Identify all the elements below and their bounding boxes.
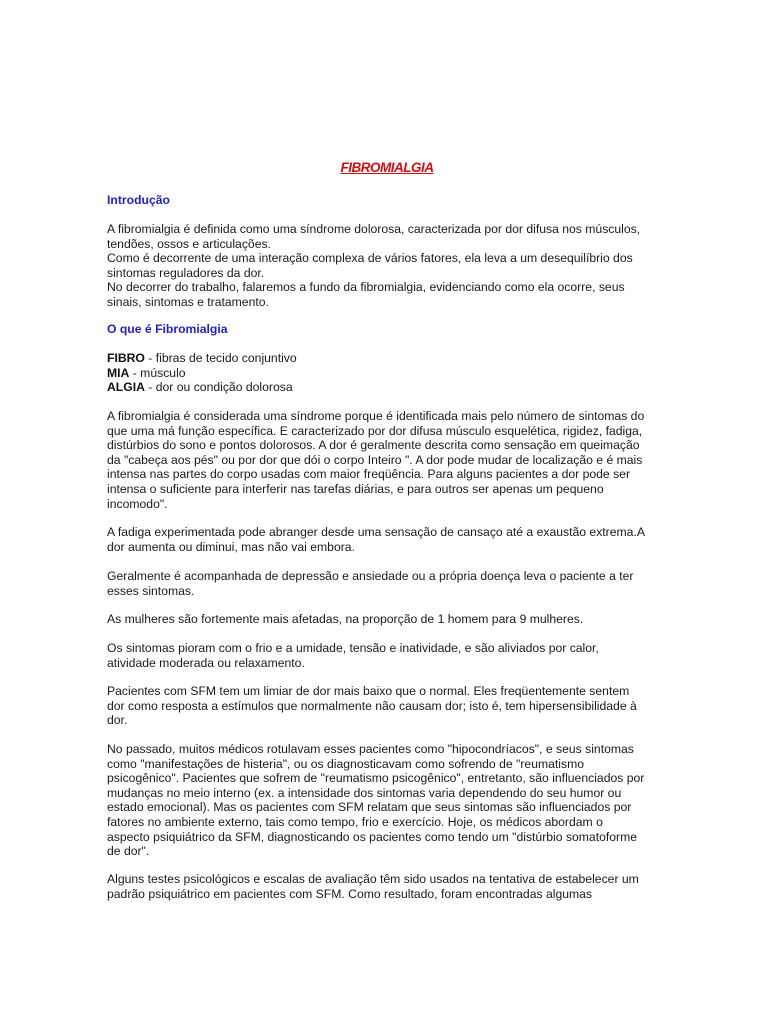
body-paragraph (107, 525, 667, 554)
text-line: atividade moderada ou relaxamento. (107, 655, 305, 670)
text-line: As mulheres são fortemente mais afetadas, na proporção de 1 homem para 9 mulheres. (107, 612, 584, 626)
text-line: dor como resposta a estímulos que normalmente não causam dor; isto é, tem hipersensibilidade à (107, 698, 637, 713)
text-line: fatores no ambiente externo, tais como tempo, frio e exercício. Hoje, os médicos abordam o (107, 814, 603, 829)
text-line: dor. (107, 713, 128, 728)
definition-text: - músculo (129, 365, 186, 380)
definition-item (107, 380, 667, 395)
definition-text: - fibras de tecido conjuntivo (144, 351, 297, 365)
text-line: estado emocional). Mas os pacientes com SFM relatam que seus sintomas são influenciados por (107, 800, 632, 815)
section-heading-o-que-e: O que é Fibromialgia (107, 322, 228, 336)
text-line: No decorrer do trabalho, falaremos a fundo da fibromialgia, evidenciando como ela ocorre, seus (107, 280, 625, 295)
text-line: sintomas reguladores da dor. (107, 265, 265, 280)
text-line: intensa nas partes do corpo usadas com maior freqüência. Para alguns pacientes a dor pode ser (107, 467, 631, 482)
text-line: Alguns testes psicológicos e escalas de avaliação têm sido usados na tentativa de estabelecer um (107, 872, 639, 886)
definition-list (107, 351, 667, 395)
text-line: Como é decorrente de uma interação complexa de vários fatores, ela leva a um desequilíbrio dos (107, 251, 633, 266)
text-line: sinais, sintomas e tratamento. (107, 294, 269, 309)
body-paragraph (107, 742, 667, 859)
text-line: aspecto psiquiátrico da SFM, diagnosticando os pacientes como tendo um "distúrbio somatoforme (107, 829, 638, 844)
text-line: intensa o suficiente para interferir nas tarefas diárias, e para outros ser apenas um pequeno (107, 481, 604, 496)
definition-text: - dor ou condição dolorosa (144, 380, 293, 395)
text-line: padrão psiquiátrico em pacientes com SFM. Como resultado, foram encontradas algumas (107, 886, 593, 901)
text-line: A fadiga experimentada pode abranger desde uma sensação de cansaço até a exaustão extrema.A (107, 525, 645, 539)
body-paragraph (107, 569, 667, 598)
body-paragraph (107, 641, 667, 670)
body-paragraph (107, 872, 667, 901)
definition-term: ALGIA (107, 380, 145, 395)
definition-term: FIBRO (107, 351, 145, 365)
text-line: de dor". (107, 844, 150, 859)
body-paragraph (107, 684, 667, 728)
body-paragraph (107, 612, 667, 627)
text-line: No passado, muitos médicos rotulavam esses pacientes como "hipocondríacos", e seus sintomas (107, 742, 634, 756)
text-line: dor aumenta ou diminui, mas não vai embora. (107, 539, 355, 554)
document-title: FIBROMIALGIA (340, 160, 434, 175)
text-line: A fibromialgia é definida como uma síndrome dolorosa, caracterizada por dor difusa nos músculos, (107, 222, 641, 236)
text-line: A fibromialgia é considerada uma síndrome porque é identificada mais pelo número de sintomas do (107, 409, 645, 423)
text-line: da "cabeça aos pés" ou por dor que dói o corpo Inteiro ". A dor pode mudar de localização e é mais (107, 452, 643, 467)
text-line: tendões, ossos e articulações. (107, 236, 271, 251)
definition-term: MIA (107, 365, 130, 380)
text-line: incomodo". (107, 496, 168, 511)
intro-paragraph (107, 222, 667, 310)
text-line: esses sintomas. (107, 583, 195, 598)
definition-item (107, 366, 667, 381)
text-line: distúrbios do sono e pontos dolorosos. A dor é geralmente descrita como sensação em queimação (107, 438, 640, 453)
section-heading-introducao: Introdução (107, 193, 170, 207)
text-line: Pacientes com SFM tem um limiar de dor mais baixo que o normal. Eles freqüentemente sentem (107, 684, 630, 698)
text-line: mudanças no meio interno (ex. a intensidade dos sintomas varia dependendo do seu humor ou (107, 785, 622, 800)
text-line: como "manifestações de histeria", ou os diagnosticavam como sofrendo de "reumatismo (107, 756, 585, 771)
definition-item (107, 351, 667, 366)
text-line: Os sintomas pioram com o frio e a umidade, tensão e inatividade, e são aliviados por calor, (107, 641, 599, 655)
text-line: psicogênico". Pacientes que sofrem de "reumatismo psicogênico", entretanto, são influenciados por (107, 771, 645, 786)
text-line: Geralmente é acompanhada de depressão e ansiedade ou a própria doença leva o paciente a ter (107, 569, 634, 583)
body-paragraph (107, 409, 667, 511)
text-line: que uma má função específica. E caracterizado por dor difusa músculo esquelética, rigidez, fadiga, (107, 423, 643, 438)
